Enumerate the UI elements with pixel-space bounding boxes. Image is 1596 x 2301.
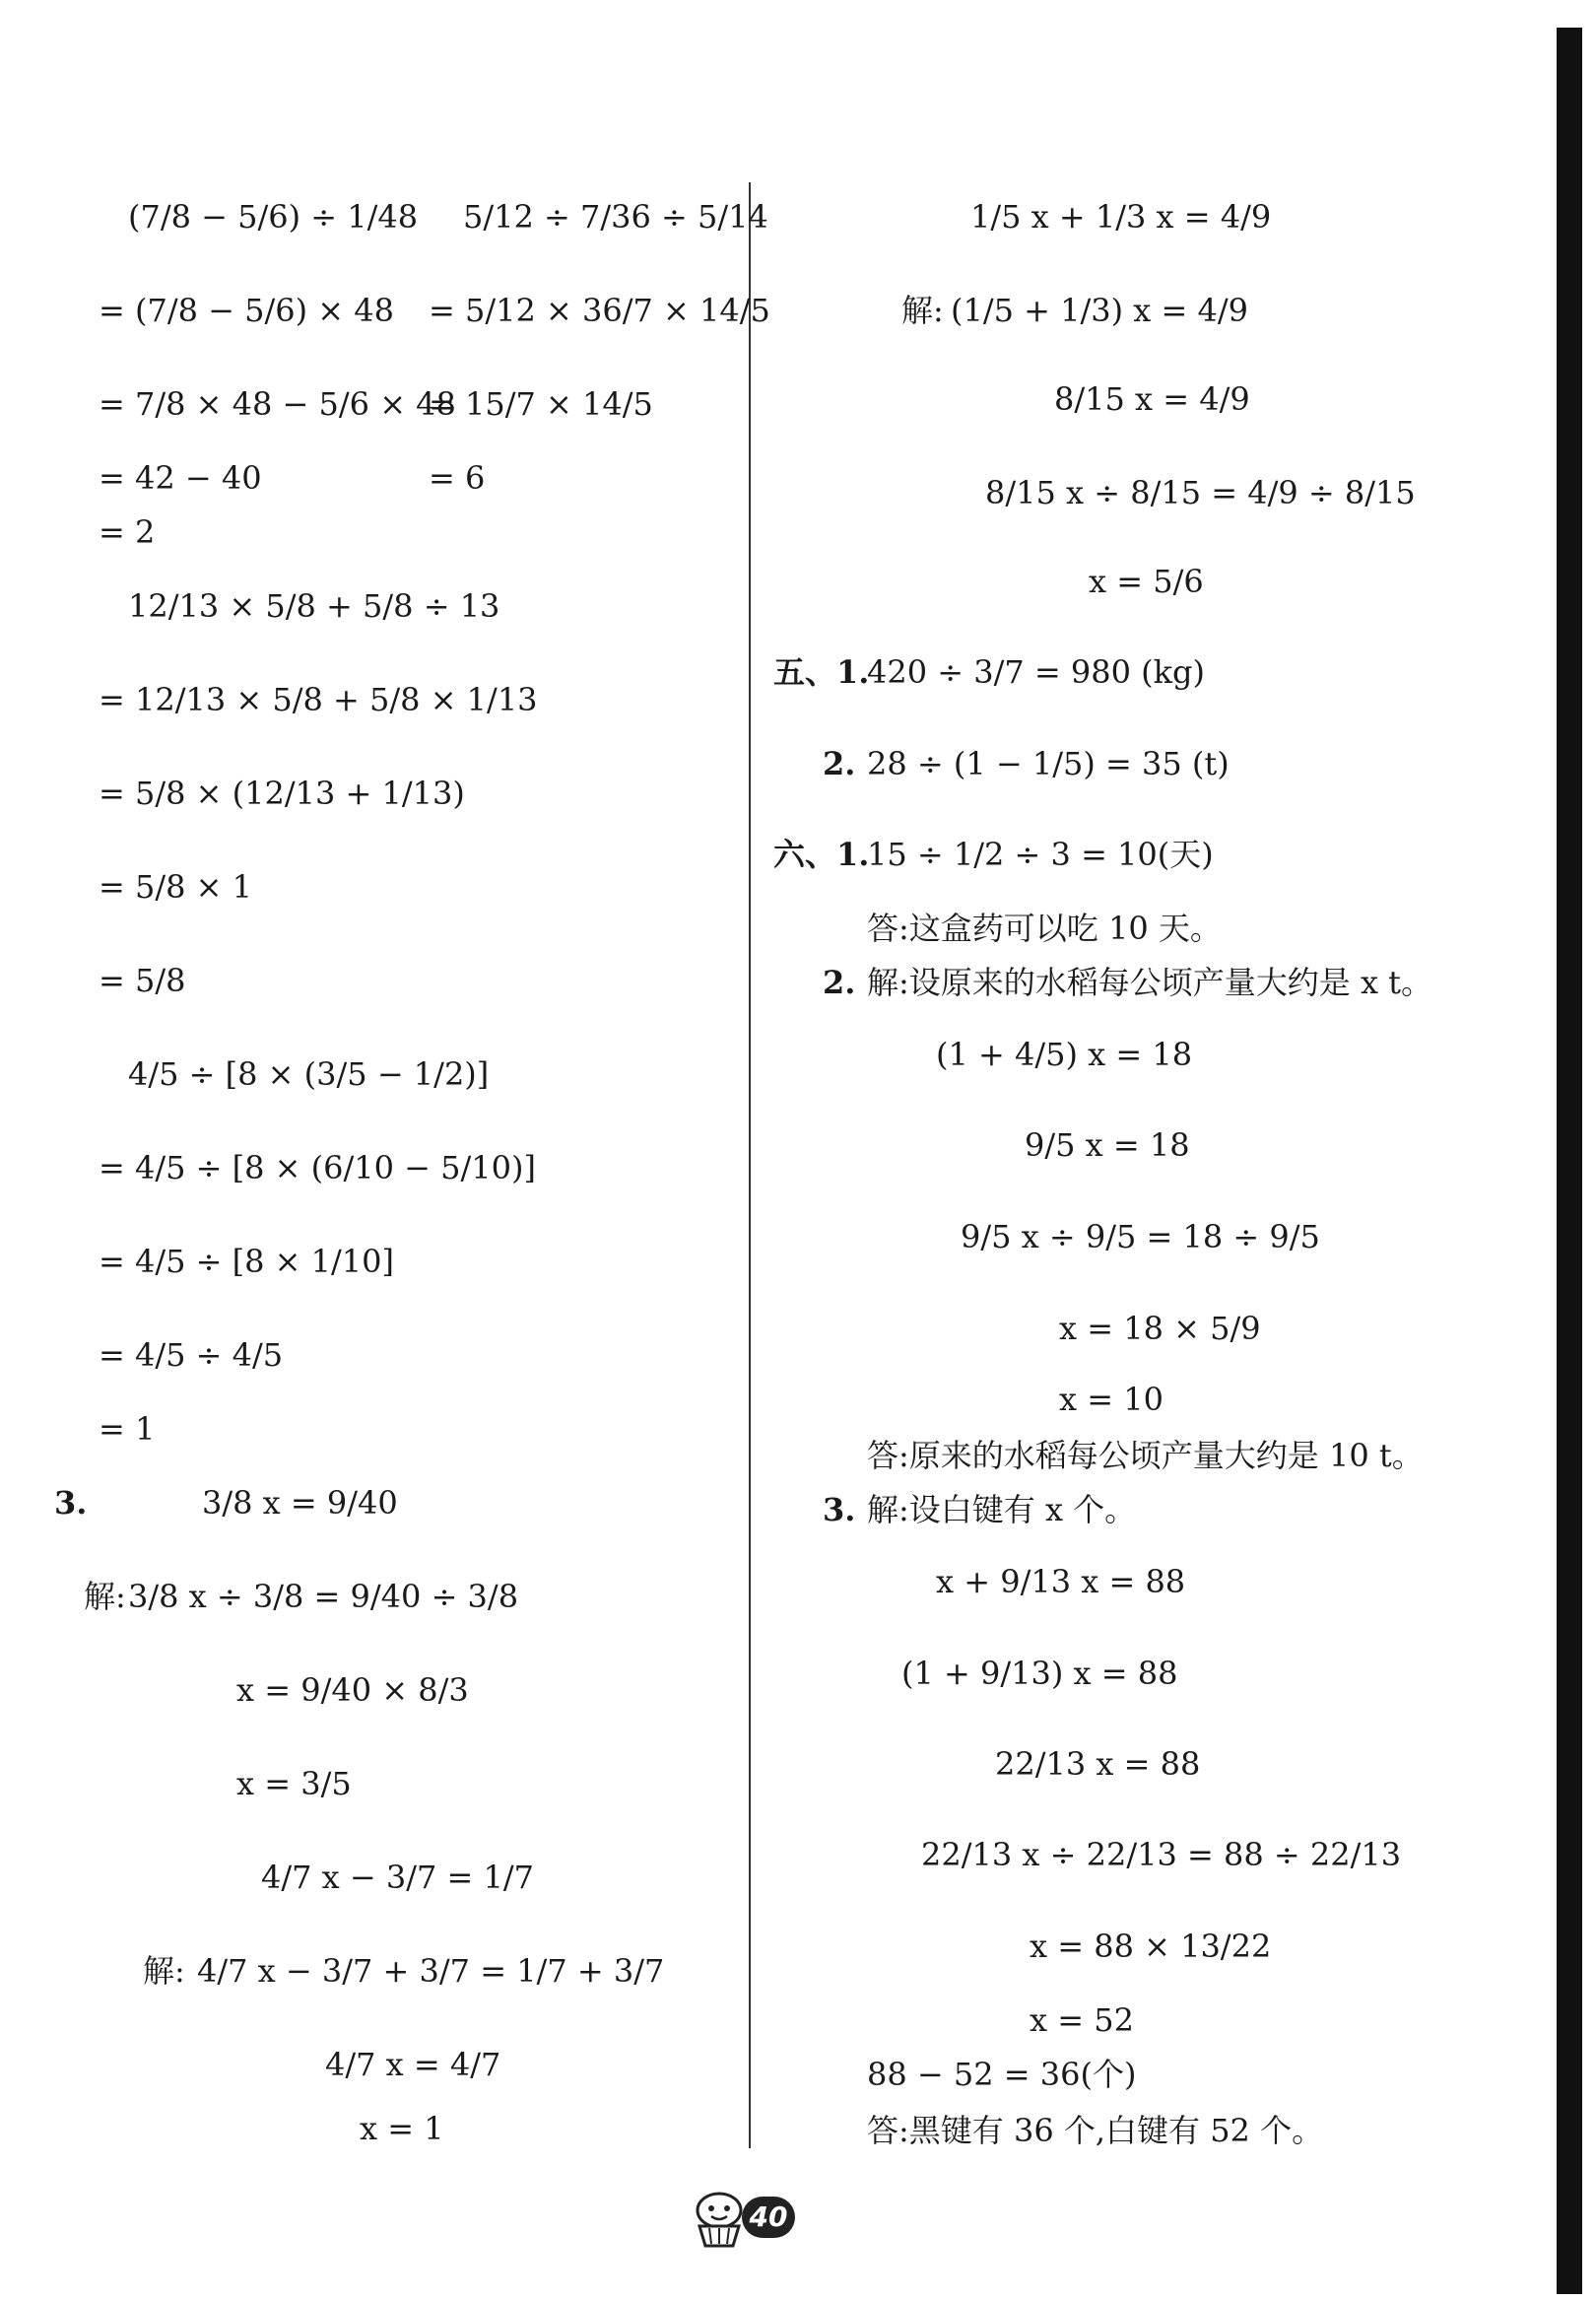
right-line: 420 ÷ 3/7 = 980 (kg): [867, 653, 1205, 691]
left-line: x = 1: [360, 2110, 444, 2147]
left-line: = 7/8 × 48 − 5/6 × 48: [99, 385, 456, 423]
answer-text: 答:黑键有 36 个,白键有 52 个。: [867, 2112, 1324, 2149]
right-line: (1 + 9/13) x = 88: [901, 1655, 1178, 1692]
right-line: (1 + 4/5) x = 18: [936, 1036, 1193, 1073]
left-line: x = 9/40 × 8/3: [236, 1671, 469, 1709]
jie-label: 解:: [84, 1578, 126, 1615]
right-line: 22/13 x ÷ 22/13 = 88 ÷ 22/13: [921, 1836, 1402, 1873]
answer-text: 答:这盒药可以吃 10 天。: [867, 910, 1222, 947]
left-line: = 5/8 × 1: [99, 868, 252, 906]
left-line: 12/13 × 5/8 + 5/8 ÷ 13: [128, 587, 500, 625]
left-line: = 5/8: [99, 962, 186, 999]
left-line: = 5/8 × (12/13 + 1/13): [99, 775, 465, 812]
page-number: 40: [742, 2197, 795, 2238]
left-line: = 4/5 ÷ [8 × 1/10]: [99, 1243, 394, 1280]
left-line: 3/8 x ÷ 3/8 = 9/40 ÷ 3/8: [128, 1578, 519, 1615]
left-line: = 4/5 ÷ 4/5: [99, 1336, 284, 1374]
left-line: 4/7 x = 4/7: [325, 2046, 501, 2083]
left-line: 3/8 x = 9/40: [202, 1484, 398, 1522]
left-line: x = 3/5: [236, 1765, 352, 1802]
left-line: = 42 − 40: [99, 459, 262, 497]
calc-line: 88 − 52 = 36(个): [867, 2056, 1137, 2093]
left-line: = 12/13 × 5/8 + 5/8 × 1/13: [99, 681, 538, 718]
answer-text: 答:原来的水稻每公顷产量大约是 10 t。: [867, 1437, 1424, 1474]
left-line: 4/7 x − 3/7 + 3/7 = 1/7 + 3/7: [197, 1952, 665, 1990]
right-line: 22/13 x = 88: [995, 1745, 1201, 1783]
right-line: 8/15 x ÷ 8/15 = 4/9 ÷ 8/15: [985, 474, 1416, 511]
left-line: = 2: [99, 513, 156, 551]
left-col2-line: = 5/12 × 36/7 × 14/5: [429, 292, 770, 329]
right-line: 1/5 x + 1/3 x = 4/9: [970, 198, 1272, 236]
section-label-liu: 六、1.: [773, 836, 870, 873]
left-line: = 4/5 ÷ [8 × (6/10 − 5/10)]: [99, 1149, 536, 1186]
left-line: = 1: [99, 1410, 156, 1448]
page-footer: [685, 2183, 803, 2252]
right-line: x = 5/6: [1089, 563, 1204, 600]
question-label: 3.: [823, 1491, 856, 1528]
left-line: 4/7 x − 3/7 = 1/7: [261, 1859, 535, 1896]
right-line: x = 88 × 13/22: [1030, 1928, 1272, 1965]
left-col2-line: = 6: [429, 459, 486, 497]
left-line: = (7/8 − 5/6) × 48: [99, 292, 394, 329]
left-line: (7/8 − 5/6) ÷ 1/48: [128, 198, 419, 236]
left-col2-line: = 15/7 × 14/5: [429, 385, 653, 423]
section-label-wu: 五、1.: [773, 653, 870, 691]
right-line: x = 10: [1059, 1381, 1164, 1418]
right-line: 15 ÷ 1/2 ÷ 3 = 10(天): [867, 836, 1214, 873]
question-label: 2.: [823, 964, 856, 1001]
jie-label: 解:: [901, 292, 944, 329]
page-edge-bar: [1557, 28, 1582, 2294]
right-line: 9/5 x = 18: [1025, 1126, 1190, 1164]
jie-label: 解:: [143, 1952, 185, 1990]
right-line: x = 18 × 5/9: [1059, 1310, 1261, 1347]
solution-intro: 解:设原来的水稻每公顷产量大约是 x t。: [867, 964, 1433, 1001]
right-line: 28 ÷ (1 − 1/5) = 35 (t): [867, 745, 1230, 782]
left-line: 4/5 ÷ [8 × (3/5 − 1/2)]: [128, 1055, 490, 1093]
right-line: 9/5 x ÷ 9/5 = 18 ÷ 9/5: [961, 1218, 1320, 1255]
solution-intro: 解:设白键有 x 个。: [867, 1491, 1137, 1528]
right-line: x + 9/13 x = 88: [936, 1563, 1186, 1600]
question-label: 3.: [54, 1484, 88, 1522]
right-line: (1/5 + 1/3) x = 4/9: [951, 292, 1248, 329]
right-line: x = 52: [1030, 2001, 1134, 2039]
question-label: 2.: [823, 745, 856, 782]
column-divider: [749, 182, 751, 2148]
right-line: 8/15 x = 4/9: [1054, 380, 1250, 418]
left-col2-line: 5/12 ÷ 7/36 ÷ 5/14: [463, 198, 768, 236]
